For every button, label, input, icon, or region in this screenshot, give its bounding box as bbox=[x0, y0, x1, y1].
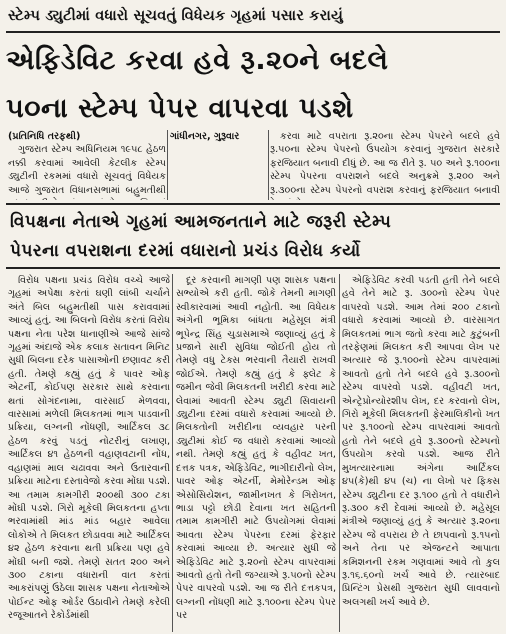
lead-paragraph-1: ગુજરાત સ્ટેમ્પ અધિનિયમ ૧૯૫૮ હેઠળ નક્કી કરવામાં આવેલી કેટલીક સ્ટેમ્પ ડ્યુટીની રકમમાં વધારો સૂચવતું વિધેયક આજે ગુજરાત વિધાનસભામાં બહુમતીથી bbox=[8, 144, 166, 196]
lead-column-3 bbox=[270, 130, 500, 200]
lead-column-1 bbox=[8, 130, 166, 200]
subhead-line-2: પેપરના વપરાશના દરમાં વધારાનો પ્રચંડ વિરોધ કર્યો bbox=[10, 241, 361, 261]
body-paragraph-3: એફિડેવિટ કરવી પડતી હતી તેને બદલે હવે તેને માટે રૂ. ૩૦૦નો સ્ટેમ્પ પેપર વાપરવો પડશે. આમ તેમાં ૨૦૦ ટકાનો વધારો કરવામાં આવ્યો છે. વારસાગત મિલકતમાં ભાગ જતો કરવા માટે કુટુંબની તરફેણમાં મિલકત કરી આપવા લેખ પર અત્યાર જે રૂ.૧૦૦નો સ્ટેમ્પ વાપરવામાં આવતો હતો તેને બદલે હવે રૂ.૩૦૦નો સ્ટેમ્પ વાપરવો પડશે. વહીવટી ખત, એન્ટ્રેપ્રોન્યોરશીપ લેખ, દર કરવાનો લેખ, ગિરો મૂકેલી મિલકતની ફેરમાલિકીનો ખત પર રૂ.૧૦૦નો સ્ટેમ્પ વાપરવામાં આવતો હતો તેને બદલે હવે રૂ.૩૦૦નો સ્ટેમ્પનો ઉપયોગ કરવો પડશે. આજ રીતે મુખત્યારનામા અંગેના આર્ટિકલ ૪૫(કે)થી ૪૫ (ચ) ના લેખો પર ફિક્સ સ્ટેમ્પ ડ્યુટીના દર રૂ.૧૦૦ હતો તે વધારીને રૂ.૩૦૦ કરી દેવામાં આવ્યો છે. મહેસૂલ મંત્રીએ જણાવ્યું હતું કે અત્યાર રૂ.૨૦ના સ્ટેમ્પ જે વપરાય છે તે છાપવાનો રૂ.૧૫નો અને તેના પર એજન્ટને આપાતા કમિશનની રકમ ગણવામાં આવે તો કુલ રૂ.૧૬.૬૦નો ખર્ચ આવે છે. ત્યારબાદ પ્રિન્ટિંગ પ્રેસથી ગુજરાત સુધી લાવવાનો અલગથી ખર્ચ આવે છે. bbox=[342, 275, 500, 608]
lead-column-2 bbox=[170, 130, 266, 200]
lead-paragraph-3: કરવા માટે વપરાતા રૂ.૨૦ના સ્ટેમ્પ પેપરને બદલે હવે રૂ.૫૦ના સ્ટેમ્પ પેપરનો ઉપયોગ કરવાનું ગુજરાત સરકારે ફરજિયાત બનાવી દીધું છે. આ જ રીતે રૂ. ૫૦ અને રૂ.૧૦૦ના સ્ટેમ્પ પેપરના વપરાશને બદલે અનુક્રમે રૂ.૨૦૦ અને રૂ.૩૦૦ના સ્ટેમ્પ પેપરનો વપરાશ કરવાનું ફરજિયાત બનાવી bbox=[270, 131, 500, 196]
kicker-divider bbox=[6, 31, 500, 33]
dateline: ગાંધીનગર, ગુરૂવાર bbox=[170, 131, 240, 142]
main-headline-line-2: ૫૦ના સ્ટેમ્પ પેપર વાપરવા પડશે bbox=[6, 93, 354, 124]
subhead-line-1: વિપક્ષના નેતાએ ગૃહમાં આમજનતાને માટે જરૂરી સ્ટેમ્પ bbox=[10, 212, 392, 232]
column-divider bbox=[167, 130, 168, 200]
column-divider bbox=[268, 130, 269, 200]
body-column-3 bbox=[342, 274, 500, 632]
byline: (પ્રતિનિધિ તરફથી) bbox=[8, 131, 81, 142]
body-paragraph-1: વિરોધ પક્ષના પ્રચંડ વિરોધ વચ્ચે આજે ગૃહમાં અપેક્ષા કરતાં ઘણી લાંબી ચર્ચાને અંતે બિલ બહુમતીથી પાસ કરાવવામાં આવ્યું હતું. આ બિલનો વિરોધ કરતાં વિરોધ પક્ષના નેતા પરેશ ધાનાણીએ આજે સાંજે ગૃહમાં અંદાજે એક કલાક સતાવન મિનિટ સુધી બિલના દરેક પાસાઓની છણાવટ કરી હતી. તેમણે કહ્યું હતું કે પાવર ઓફ એટર્ની, કોઈપણ સરકાર સાથે કરવાના થતાં સોગંદનામા, વારસાઈ મેળવવા, વારસામાં મળેલી મિલકતમાં ભાગ પાડવાની પ્રક્રિયા, લગ્નની નોંધણી, આર્ટિકલ ૩૮ હેઠળ કરવું પડતું નોટરીનું લખાણ, આર્ટિકલ ૪૧ હેઠળની વહાણવટાની નોંધ, વહાણમાં માલ ચઢાવવા અને ઉતારવાની પ્રક્રિયા માટેના દસ્તાવેજો કરવા મોંઘા પડશે. આ તમામ કામગીરી ૨૦૦થી ૩૦૦ ટકા મોંઘી પડશે. ગિરો મૂકેલી મિલકતના હપ્તા ભરવામાંથી માંડ માંડ બહાર આવેલા લોકોએ તે મિલકત છોડાવવા માટે આર્ટિકલ ૪૨ હેઠળ કરવાના થતી પ્રક્રિયા પણ હવે મોંઘી બની જશે. તેમણે સતત ૨૦૦ અને ૩૦૦ ટકાના વધારાની વાત કરતાં આકરાંપણું ઉઠેલા શાસક પક્ષના નેતાઓએ પોઈન્ટ ઓફ ઓર્ડર ઉઠાવીને તેમણે કરેલી રજૂઆતને રેકોર્ડમાંથી bbox=[8, 275, 170, 622]
body-paragraph-2: દૂર કરવાની માગણી પણ શાસક પક્ષના સભ્યોએ કરી હતી. જોકે તેમની માગણી સ્વીકારવામાં આવી નહોતી. આ વિધેયક અંગેની ભૂમિકા બાંધતા મહેસૂલ મંત્રી ભૂપેન્દ્ર સિંહ ચુડાસમાએ જણાવ્યું હતું કે પ્રજાને સારી સુવિધા જોઈતી હોય તો તેમણે વધુ ટેક્સ ભરવાની તૈયારી રાખવી જોઈએ. તેમણે કહ્યું હતું કે ફ્લેટ કે જમીન જેવી મિલકતની ખરીદી કરવા માટે લેવામાં આવતી સ્ટેમ્પ ડ્યુટી સિવાયની ડ્યુટીના દરમાં વધારો કરવામાં આવ્યો છે. મિલકતોની ખરીદીના વ્યવહાર પરની ડ્યુટીમાં કોઈ જ વધારો કરવામાં આવ્યો નથી. તેમણે કહ્યું હતું કે વહીવટ ખત, દત્તક પત્રક, એફિડેવિટ, ભાગીદારીનો લેખ, પાવર ઓફ એટર્ની, મેમોરેન્ડમ ઓફ એસોસિયેશન, જામીનખત કે ગિરોખત, ભાડા પટ્ટો છોડી દેવાના ખત સહિતની તમામ કામગીરી માટે ઉપયોગમાં લેવામાં આવતા સ્ટેમ્પ પેપરના દરમાં ફેરફાર કરવામાં આવ્યા છે. અત્યાર સુધી જે એફિડેવિટ માટે રૂ.૨૦નો સ્ટેમ્પ વાપરવામાં આવતો હતો તેની જગ્યાએ રૂ.૫૦નો સ્ટેમ્પ પેપર વાપરવો પડશે. આ જ રીતે દત્તકપત્ર, લગ્નની નોંધણી માટે રૂ.૧૦૦ના સ્ટેમ્પ પેપર પર bbox=[176, 275, 336, 622]
body-column-1 bbox=[8, 274, 170, 632]
column-divider bbox=[339, 274, 340, 632]
kicker-headline: સ્ટેમ્પ ડ્યુટીમાં વધારો સૂચવતું વિધેયક ગૃહમાં પસાર કરાયું bbox=[8, 8, 344, 24]
column-divider bbox=[172, 274, 173, 632]
body-column-2 bbox=[176, 274, 336, 632]
main-headline-line-1: એફિડેવિટ કરવા હવે રૂ.૨૦ને બદલે bbox=[6, 45, 389, 76]
